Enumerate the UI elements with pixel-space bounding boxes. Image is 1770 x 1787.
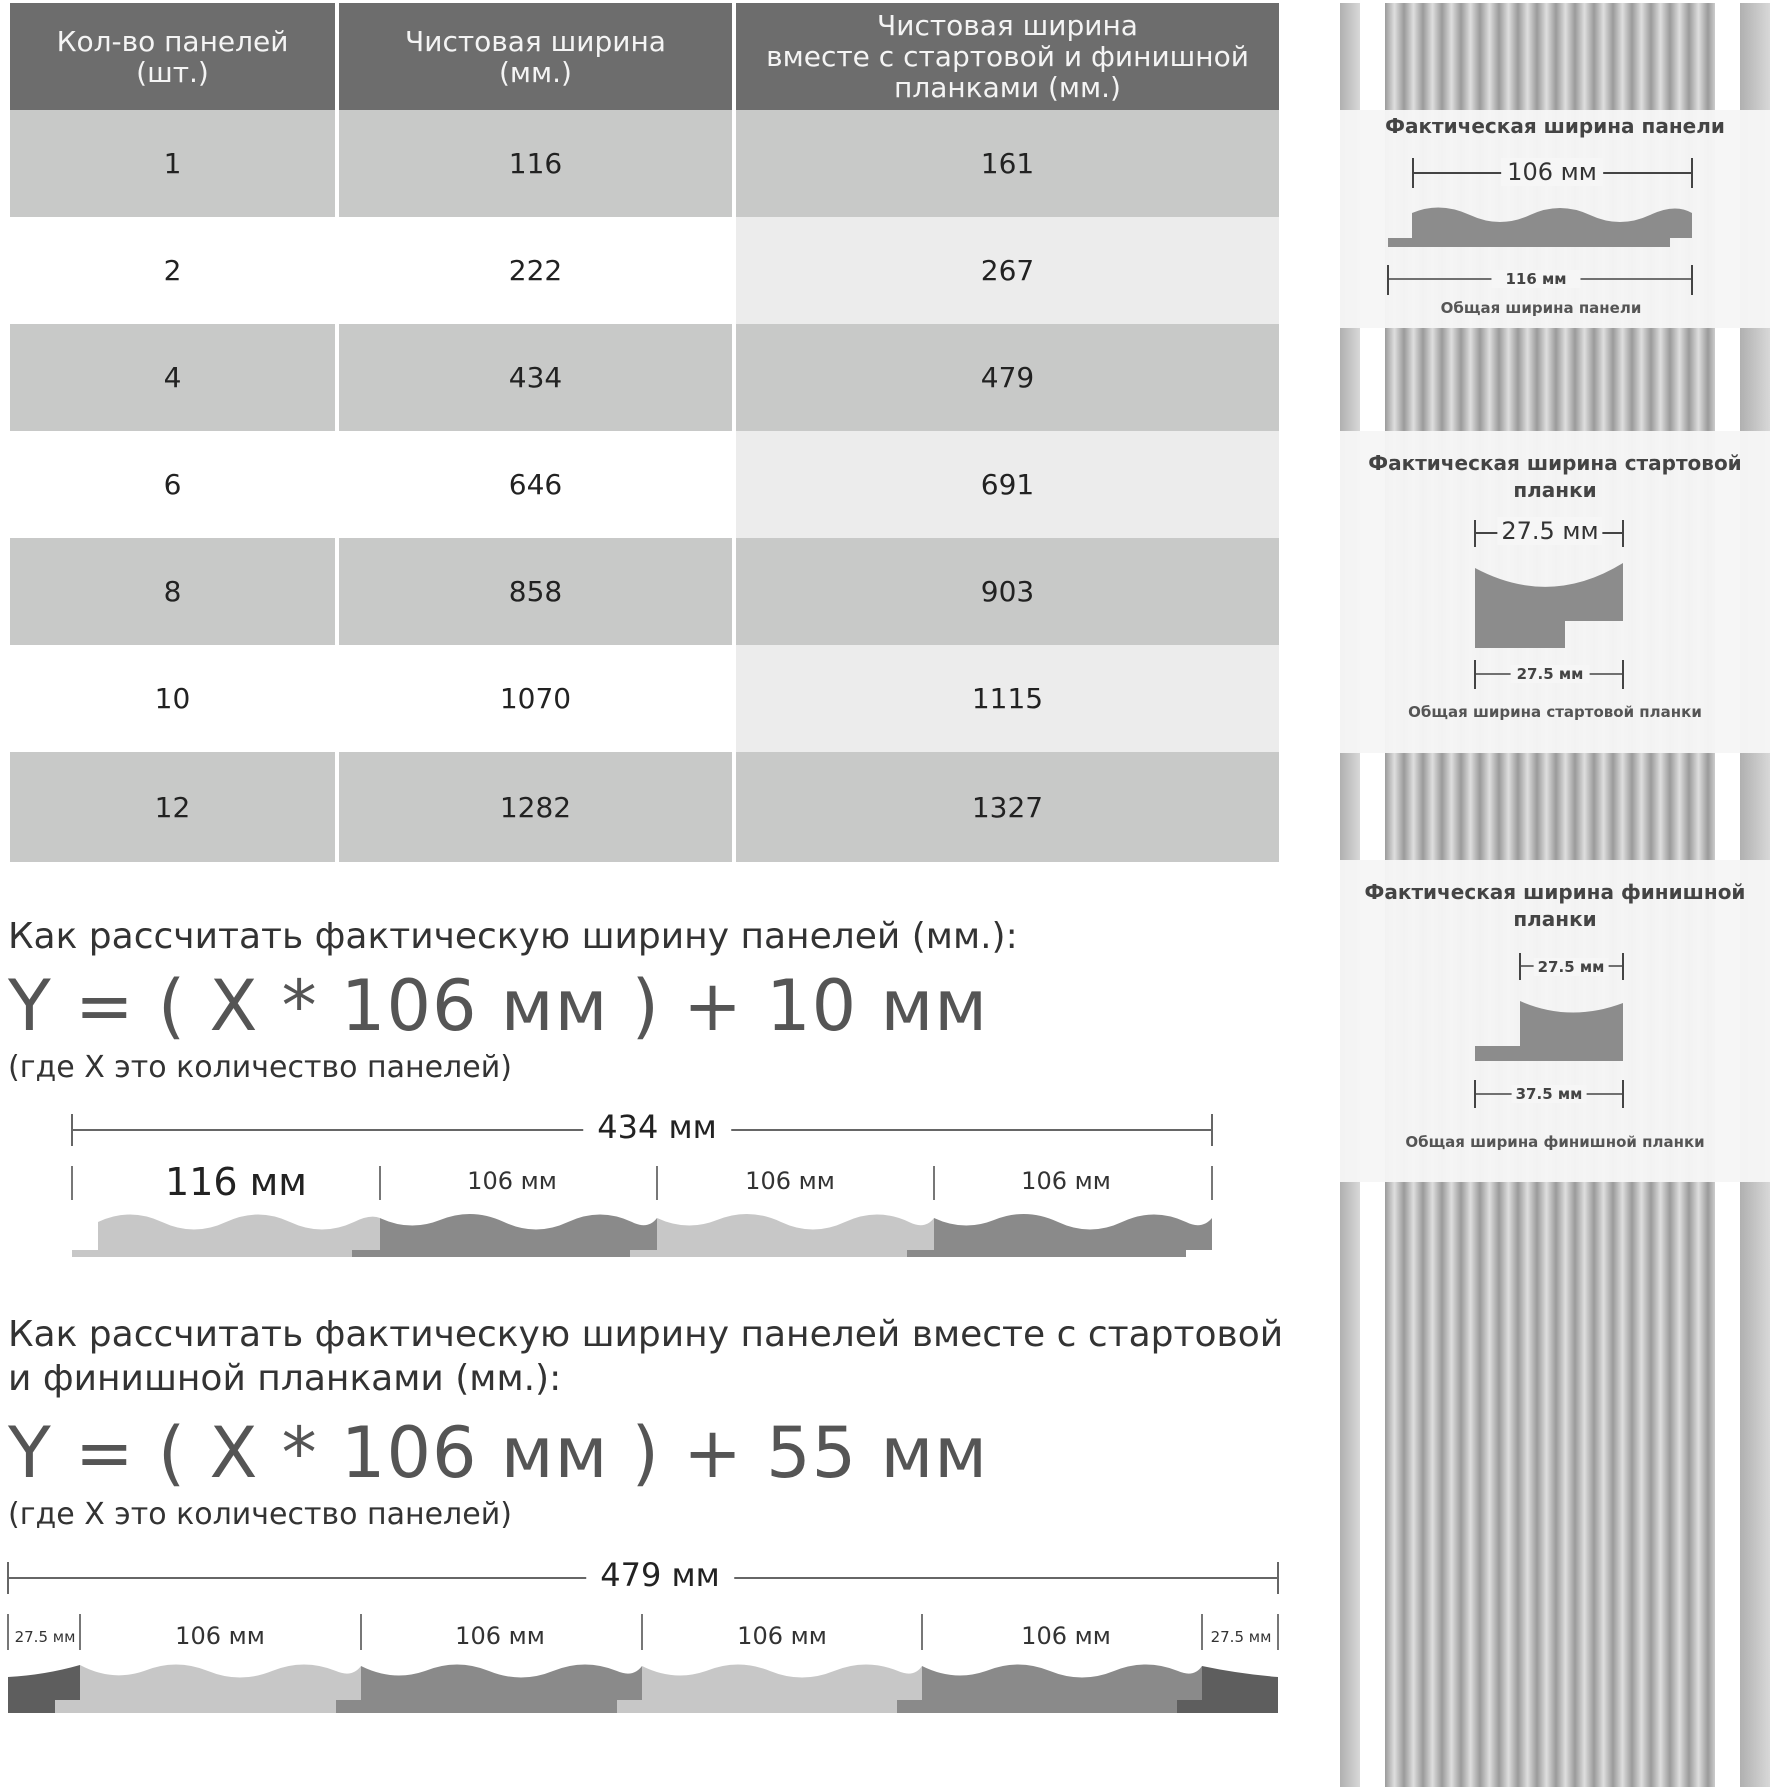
start-trim-caption: Общая ширина стартовой планки (1408, 703, 1702, 721)
section1-segment: 106 мм (745, 1167, 835, 1195)
table-row (10, 752, 1279, 862)
cell-width: 646 (339, 431, 732, 538)
side-panel-illustration (1340, 3, 1770, 1787)
panel-total-width: 116 мм (1491, 270, 1580, 288)
cell-width-trims: 691 (736, 431, 1279, 538)
cell-width: 116 (339, 110, 732, 217)
finish-trim-total-width: 37.5 мм (1512, 1085, 1587, 1103)
section1-total: 434 мм (583, 1108, 731, 1146)
cell-width: 434 (339, 324, 732, 431)
table-row (10, 324, 1279, 431)
start-trim-total-width: 27.5 мм (1511, 665, 1590, 683)
table-row (10, 645, 1279, 752)
cell-count: 8 (10, 538, 335, 645)
panel-total-caption: Общая ширина панели (1440, 299, 1642, 317)
cell-count: 2 (10, 217, 335, 324)
table-row (10, 217, 1279, 324)
section1-note: (где X это количество панелей) (8, 1050, 512, 1085)
header-clean-width-with-trims: Чистовая ширина вместе с стартовой и финишной планками (мм.) (736, 3, 1279, 110)
panel-actual-title: Фактическая ширина панели (1385, 114, 1725, 138)
section2-segment: 106 мм (1021, 1622, 1111, 1650)
section1-segment: 106 мм (1021, 1167, 1111, 1195)
cell-width: 1070 (339, 645, 732, 752)
cell-width-trims: 903 (736, 538, 1279, 645)
finish-trim-title: Фактическая ширина финишной планки (1364, 880, 1746, 931)
section1-segment: 116 мм (165, 1160, 307, 1204)
finish-trim-actual-width: 27.5 мм (1534, 958, 1609, 976)
cell-count: 4 (10, 324, 335, 431)
section1-formula: Y = ( X * 106 мм ) + 10 мм (8, 965, 989, 1047)
header-panel-count: Кол-во панелей (шт.) (10, 3, 335, 110)
section2-total: 479 мм (586, 1556, 734, 1594)
section2-note: (где X это количество панелей) (8, 1497, 512, 1532)
section1-segment: 106 мм (467, 1167, 557, 1195)
cell-width-trims: 161 (736, 110, 1279, 217)
table-row (10, 538, 1279, 645)
cell-width: 1282 (339, 752, 732, 862)
section2-segment: 106 мм (737, 1622, 827, 1650)
cell-width-trims: 479 (736, 324, 1279, 431)
cell-count: 10 (10, 645, 335, 752)
cell-width-trims: 1115 (736, 645, 1279, 752)
section2-segment: 106 мм (175, 1622, 265, 1650)
cell-width-trims: 267 (736, 217, 1279, 324)
section2-segment: 106 мм (455, 1622, 545, 1650)
table-row (10, 431, 1279, 538)
cell-count: 1 (10, 110, 335, 217)
section1-heading: Как рассчитать фактическую ширину панелей (мм.): (8, 916, 1018, 957)
cell-count: 6 (10, 431, 335, 538)
start-trim-actual-width: 27.5 мм (1497, 517, 1602, 545)
panel-actual-width: 106 мм (1501, 158, 1603, 186)
cell-width: 858 (339, 538, 732, 645)
cell-count: 12 (10, 752, 335, 862)
table-row (10, 110, 1279, 217)
finish-trim-caption: Общая ширина финишной планки (1405, 1133, 1705, 1151)
cell-width: 222 (339, 217, 732, 324)
section2-formula: Y = ( X * 106 мм ) + 55 мм (8, 1412, 989, 1494)
cell-width-trims: 1327 (736, 752, 1279, 862)
section2-heading: Как рассчитать фактическую ширину панелей вместе с стартовой и финишной планками (мм.): (8, 1314, 1284, 1399)
start-trim-title: Фактическая ширина стартовой планки (1368, 451, 1742, 502)
header-clean-width: Чистовая ширина (мм.) (339, 3, 732, 110)
table-header-row (10, 3, 1279, 110)
section2-edge-left: 27.5 мм (14, 1628, 76, 1646)
section2-edge-right: 27.5 мм (1210, 1628, 1272, 1646)
